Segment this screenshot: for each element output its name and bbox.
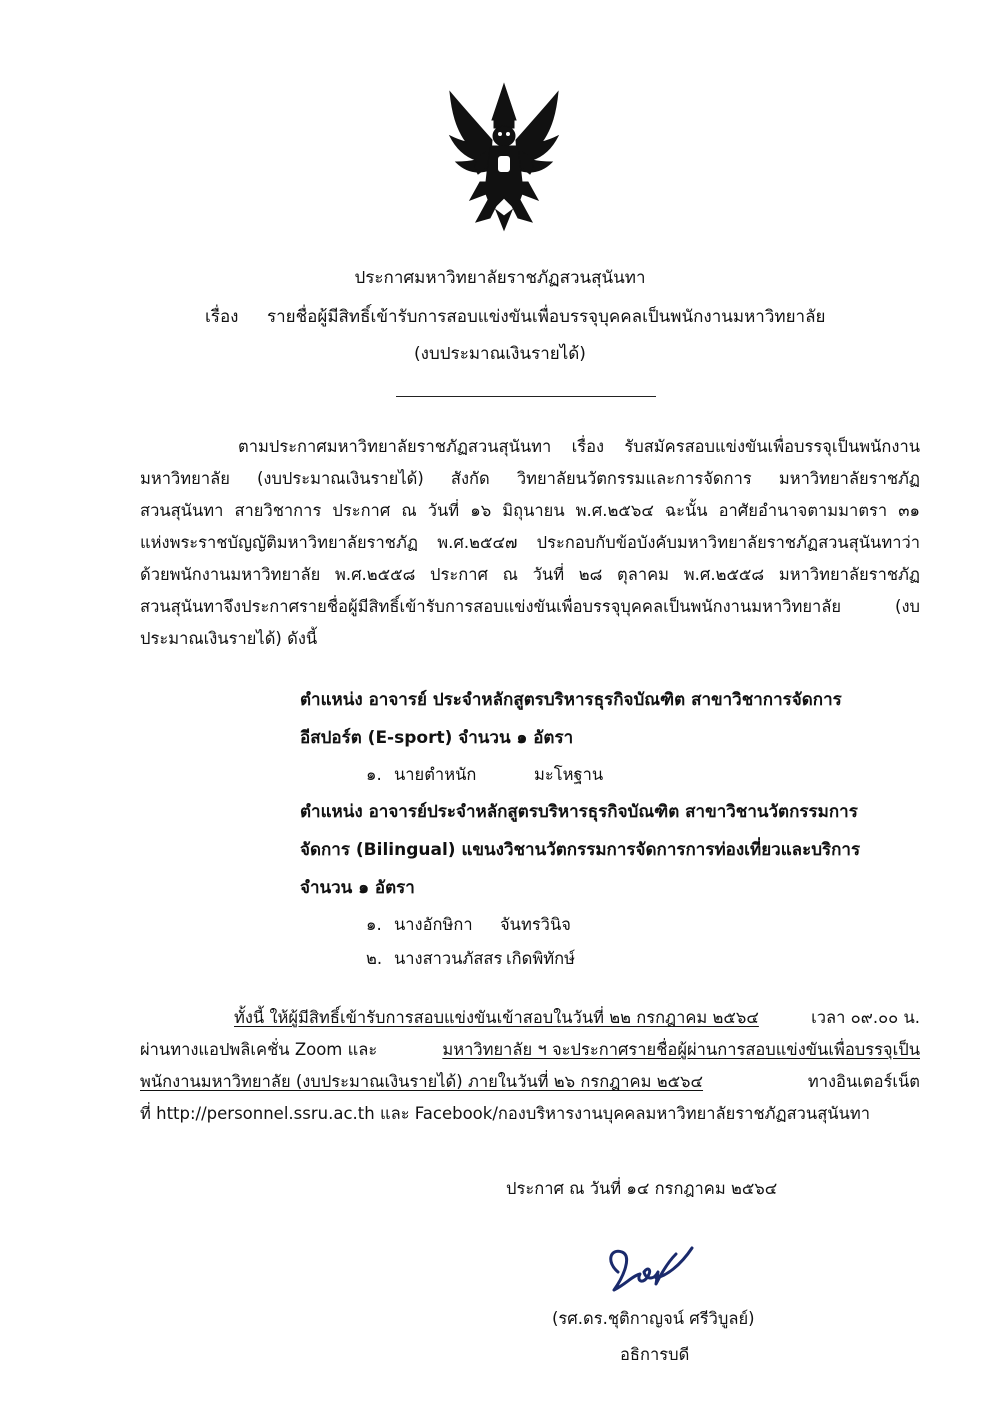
exam-notice-line-2: [140, 1037, 920, 1063]
position-2-title-line-1: ตำแหน่ง อาจารย์ประจำหลักสูตรบริหารธุรกิจบัณฑิต สาขาวิชานวัตกรรมการ: [300, 802, 858, 822]
candidate-last-name: มะโหฐาน: [534, 765, 604, 784]
candidate-first-name: นางสาวนภัสสร: [394, 949, 503, 968]
candidate-first-name: นายตำหนัก: [394, 765, 477, 784]
candidate-number: ๒.: [366, 949, 383, 968]
intro-line-3: สวนสุนันทา สายวิชาการ ประกาศ ณ วันที่ ๑๖ มิถุนายน พ.ศ.๒๕๖๔ ฉะนั้น อาศัยอำนาจตามมาตรา ๓๑: [140, 501, 920, 520]
signer-name: (รศ.ดร.ชุติกาญจน์ ศรีวิบูลย์): [552, 1309, 755, 1328]
header-divider: [396, 396, 656, 397]
candidate-number: ๑.: [366, 915, 382, 934]
intro-line-4: แห่งพระราชบัญญัติมหาวิทยาลัยราชภัฏ พ.ศ.๒๕๔๗ ประกอบกับข้อบังคับมหาวิทยาลัยราชภัฏสวนสุนันทาว่า: [140, 533, 920, 552]
intro-line-6: สวนสุนันทาจึงประกาศรายชื่อผู้มีสิทธิ์เข้ารับการสอบแข่งขันเพื่อบรรจุบุคคลเป็นพนักงานมหาวิทยาลัย (งบ: [140, 597, 920, 616]
result-channel: ทางอินเตอร์เน็ต: [807, 1072, 920, 1091]
signer-title: อธิการบดี: [620, 1345, 690, 1364]
exam-platform: ผ่านทางแอปพลิเคชั่น Zoom และ: [140, 1040, 378, 1059]
subject-text: รายชื่อผู้มีสิทธิ์เข้ารับการสอบแข่งขันเพื่อบรรจุบุคคลเป็นพนักงานมหาวิทยาลัย: [267, 307, 826, 327]
candidate-first-name: นางอักษิกา: [394, 915, 473, 934]
intro-line-5: ด้วยพนักงานมหาวิทยาลัย พ.ศ.๒๕๕๘ ประกาศ ณ วันที่ ๒๘ ตุลาคม พ.ศ.๒๕๕๘ มหาวิทยาลัยราชภัฏ: [140, 565, 920, 584]
exam-date-underlined: ทั้งนี้ ให้ผู้มีสิทธิ์เข้ารับการสอบแข่งขันเข้าสอบในวันที่ ๒๒ กรกฎาคม ๒๕๖๔: [234, 1008, 759, 1027]
position-1-title-line-2: อีสปอร์ต (E-sport) จำนวน ๑ อัตรา: [300, 728, 574, 748]
exam-notice-line-4: ที่ http://personnel.ssru.ac.th และ Facebook/กองบริหารงานบุคคลมหาวิทยาลัยราชภัฏสวนสุนันทา: [140, 1104, 870, 1123]
signature-icon: [596, 1232, 716, 1304]
intro-line-1: ตามประกาศมหาวิทยาลัยราชภัฏสวนสุนันทา เรื่อง รับสมัครสอบแข่งขันเพื่อบรรจุเป็นพนักงาน: [238, 437, 920, 456]
position-2-candidate-2: [366, 946, 575, 972]
position-2-candidate-1: [366, 912, 571, 938]
candidate-last-name: จันทรวินิจ: [500, 915, 571, 934]
candidate-number: ๑.: [366, 765, 382, 784]
subject-line: [205, 303, 825, 330]
intro-line-2: มหาวิทยาลัย (งบประมาณเงินรายได้) สังกัด วิทยาลัยนวัตกรรมและการจัดการ มหาวิทยาลัยราชภัฏ: [140, 469, 920, 488]
position-1-candidate-1: [366, 762, 603, 788]
exam-notice-line-1: [234, 1005, 920, 1031]
garuda-emblem-icon: [446, 82, 562, 232]
intro-line-7: ประมาณเงินรายได้) ดังนี้: [140, 629, 318, 648]
announce-date: ประกาศ ณ วันที่ ๑๔ กรกฎาคม ๒๕๖๔: [506, 1179, 778, 1198]
result-date-underlined: พนักงานมหาวิทยาลัย (งบประมาณเงินรายได้) ภายในวันที่ ๒๖ กรกฎาคม ๒๕๖๔: [140, 1072, 704, 1091]
position-2-title-line-3: จำนวน ๑ อัตรา: [300, 878, 415, 898]
position-1-title-line-1: ตำแหน่ง อาจารย์ ประจำหลักสูตรบริหารธุรกิจบัณฑิต สาขาวิชาการจัดการ: [300, 690, 842, 710]
exam-time: เวลา ๐๙.๐๐ น.: [811, 1008, 920, 1027]
candidate-last-name: เกิดพิทักษ์: [506, 949, 575, 968]
result-announcement-underlined: มหาวิทยาลัย ฯ จะประกาศรายชื่อผู้ผ่านการสอบแข่งขันเพื่อบรรจุเป็น: [442, 1040, 920, 1059]
announcement-title: ประกาศมหาวิทยาลัยราชภัฏสวนสุนันทา: [354, 268, 646, 288]
subject-label: เรื่อง: [205, 307, 239, 327]
position-2-title-line-2: จัดการ (Bilingual) แขนงวิชานวัตกรรมการจัดการการท่องเที่ยวและบริการ: [300, 840, 861, 860]
exam-notice-line-3: [140, 1069, 920, 1095]
subject-note: (งบประมาณเงินรายได้): [414, 344, 586, 364]
